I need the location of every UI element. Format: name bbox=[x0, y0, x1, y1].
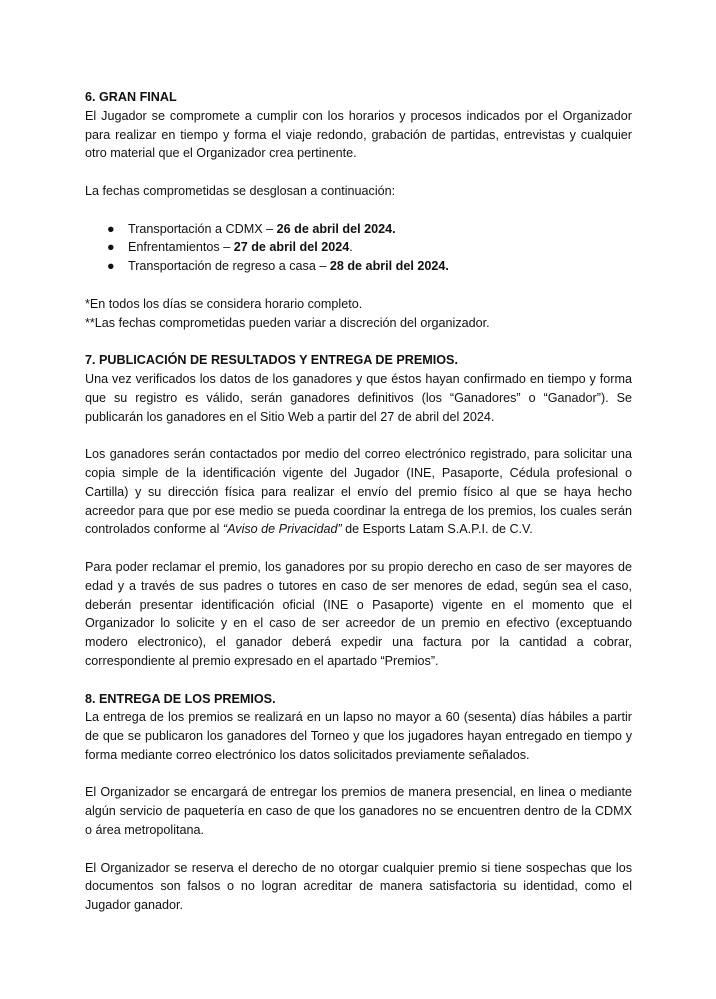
section-8-paragraph-1: La entrega de los premios se realizará en un lapso no mayor a 60 (sesenta) días hábiles a partir de que se publicaron los ganadores del Torneo y que los jugadores hayan entregado en tiempo y forma mediante correo electrónico los datos solicitados previamente señalados. bbox=[85, 710, 632, 762]
list-item: ● Transportación a CDMX – 26 de abril del 2024. bbox=[85, 220, 632, 239]
note-2: **Las fechas comprometidas pueden variar a discreción del organizador. bbox=[85, 315, 490, 330]
section-6-paragraph-1: El Jugador se compromete a cumplir con los horarios y procesos indicados por el Organizador para realizar en tiempo y forma el viaje redondo, grabación de partidas, entrevistas y cualquier otro material que el Organizador crea pertinente. bbox=[85, 108, 632, 161]
note-1: *En todos los días se considera horario completo. bbox=[85, 296, 363, 311]
bullet-icon: ● bbox=[107, 240, 115, 255]
list-item: ● Transportación de regreso a casa – 28 de abril del 2024. bbox=[85, 257, 632, 276]
list-item: ● Enfrentamientos – 27 de abril del 2024. bbox=[85, 238, 632, 257]
document-page bbox=[85, 88, 632, 915]
section-8-heading: 8. ENTREGA DE LOS PREMIOS. bbox=[85, 691, 276, 706]
section-6-heading: 6. GRAN FINAL bbox=[85, 90, 177, 104]
section-8-paragraph-2: El Organizador se encargará de entregar los premios de manera presencial, en linea o mediante algún servicio de paquetería en caso de que los ganadores no se encuentren dentro de la CDMX o área metropolitana. bbox=[85, 785, 632, 838]
section-7-paragraph-3: Para poder reclamar el premio, los ganadores por su propio derecho en caso de ser mayores de edad y a través de sus padres o tutores en caso de ser menores de edad, según sea el caso, deberán presentar identificación oficial (INE o Pasaporte) vigente en el momento que el Organizador lo solicite y en el caso de ser acreedor de un premio en efectivo (exceptuando modero electronico), el ganador deberá expedir una factura por la cantidad a cobrar, correspondiente al premio expresado en el apartado “Premios”. bbox=[85, 559, 632, 668]
section-6-paragraph-2: La fechas comprometidas se desglosan a continuación: bbox=[85, 183, 396, 198]
section-7-paragraph-2: Los ganadores serán contactados por medio del correo electrónico registrado, para solicitar una copia simple de la identificación vigente del Jugador (INE, Pasaporte, Cédula profesional o Cartilla) y su dirección física para realizar el envío del premio físico al que se haya hecho acreedor para que por ese medio se pueda coordinar la entrega de los premios, los cuales serán controlados conforme al “Aviso de Privacidad” de Esports Latam S.A.P.I. de C.V. bbox=[85, 447, 632, 537]
bullet-icon: ● bbox=[107, 221, 115, 236]
section-7-heading: 7. PUBLICACIÓN DE RESULTADOS Y ENTREGA DE PREMIOS. bbox=[85, 353, 458, 368]
dates-list bbox=[85, 220, 632, 276]
bullet-icon: ● bbox=[107, 259, 115, 274]
section-8-paragraph-3: El Organizador se reserva el derecho de no otorgar cualquier premio si tiene sospechas que los documentos son falsos o no logran acreditar de manera satisfactoria su identidad, como el Jugador ganador. bbox=[85, 860, 632, 913]
section-7-paragraph-1: Una vez verificados los datos de los ganadores y que éstos hayan confirmado en tiempo y forma que su registro es válido, serán ganadores definitivos (los “Ganadores” o “Ganador”). Se publicarán los ganadores en el Sitio Web a partir del 27 de abril del 2024. bbox=[85, 371, 632, 424]
